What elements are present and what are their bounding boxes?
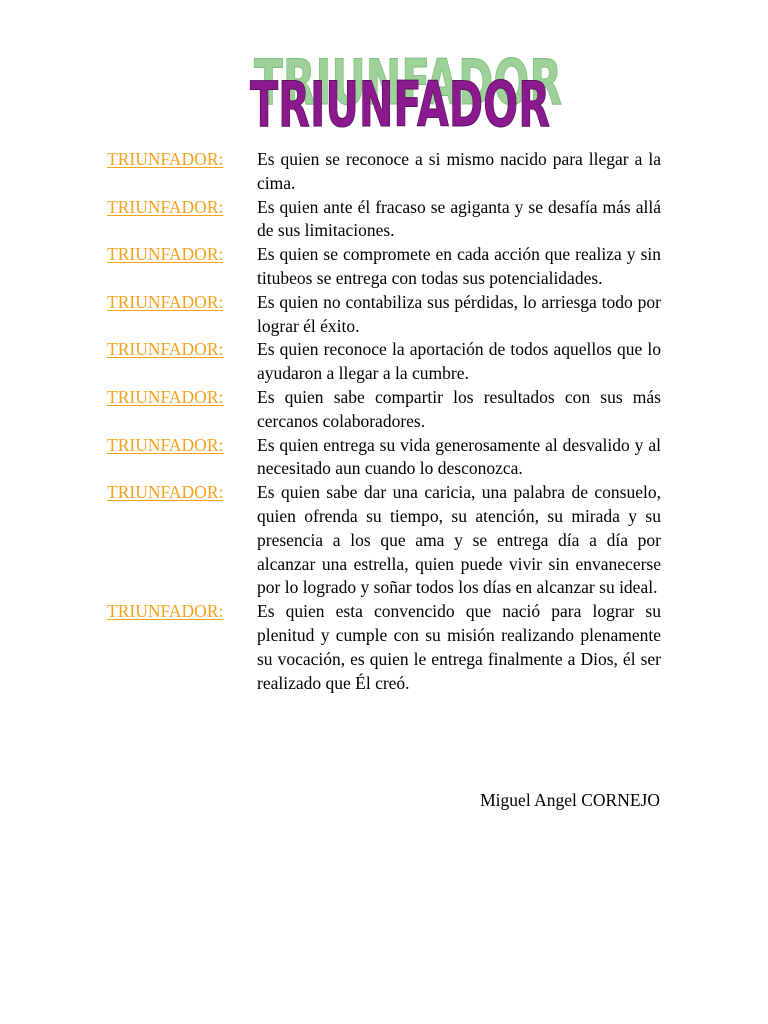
- entry-label-text: TRIUNFADOR: [107, 244, 219, 265]
- definition-entry: [107, 434, 661, 482]
- entry-text: Es quien ante él fracaso se agiganta y se desafía más allá de sus limitaciones.: [257, 196, 661, 241]
- entry-label-text: TRIUNFADOR: [107, 339, 219, 360]
- entry-label: [107, 196, 257, 220]
- entry-text: Es quien reconoce la aportación de todos aquellos que lo ayudaron a llegar a la cumbre.: [257, 339, 661, 384]
- definition-entry: [107, 338, 661, 386]
- entry-text: Es quien sabe compartir los resultados con sus más cercanos colaboradores.: [257, 386, 661, 431]
- entry-label-colon: :: [218, 291, 224, 312]
- entry-label-colon: :: [218, 601, 224, 622]
- title-text: TRIUNFADOR: [250, 68, 550, 140]
- entry-text: Es quien se reconoce a si mismo nacido para llegar a la cima.: [257, 149, 661, 193]
- entry-label-text: TRIUNFADOR: [107, 434, 219, 455]
- definition-list: [107, 148, 661, 695]
- entry-label: [107, 338, 257, 362]
- entry-label-text: TRIUNFADOR: [107, 149, 219, 169]
- entry-label-text: TRIUNFADOR: [107, 291, 219, 312]
- page-title: [240, 40, 570, 140]
- title-shadow: TRIUNFADOR: [254, 46, 562, 119]
- author-signature: Miguel Angel CORNEJO: [480, 790, 660, 810]
- entry-label: [107, 386, 257, 410]
- title-wordart: [240, 40, 570, 140]
- definition-entry: [107, 196, 661, 244]
- entry-label-colon: :: [218, 339, 224, 360]
- entry-text: Es quien entrega su vida generosamente al desvalido y al necesitado aun cuando lo desconozca.: [257, 434, 661, 479]
- entry-label: [107, 481, 257, 505]
- entry-label: [107, 291, 257, 315]
- entry-text: Es quien sabe dar una caricia, una palabra de consuelo, quien ofrenda su tiempo, su atención, su mirada y su presencia a los que ama y se entrega día a día por alcanzar una estrella, quien puede vivir sin envanecerse por lo logrado y soñar todos los días en alcanzar su ideal.: [257, 482, 661, 598]
- entry-text: Es quien no contabiliza sus pérdidas, lo arriesga todo por lograr él éxito.: [257, 291, 661, 336]
- definition-entry: [107, 291, 661, 339]
- entry-label: [107, 434, 257, 458]
- definition-entry: [107, 481, 661, 600]
- entry-label-colon: :: [218, 244, 224, 265]
- entry-text: Es quien se compromete en cada acción que realiza y sin titubeos se entrega con todas sus potencialidades.: [257, 244, 661, 288]
- entry-label: [107, 148, 257, 172]
- definition-entry: [107, 243, 661, 291]
- entry-label-colon: :: [218, 434, 224, 455]
- entry-label-colon: :: [218, 196, 224, 217]
- entry-label-text: TRIUNFADOR: [107, 386, 219, 407]
- entry-label-colon: :: [218, 149, 224, 169]
- definition-entry: [107, 386, 661, 434]
- entry-text: Es quien esta convencido que nació para lograr su plenitud y cumple con su misión realizando plenamente su vocación, es quien le entrega finalmente a Dios, él ser realizado que Él creó.: [257, 601, 661, 693]
- entry-label-colon: :: [218, 386, 224, 407]
- entry-label: [107, 600, 257, 624]
- entry-label-text: TRIUNFADOR: [107, 482, 219, 503]
- definition-entry: [107, 600, 661, 695]
- entry-label-text: TRIUNFADOR: [107, 601, 219, 622]
- entry-label-colon: :: [218, 482, 224, 503]
- entry-label: [107, 243, 257, 267]
- entry-label-text: TRIUNFADOR: [107, 196, 219, 217]
- definition-entry: [107, 148, 661, 196]
